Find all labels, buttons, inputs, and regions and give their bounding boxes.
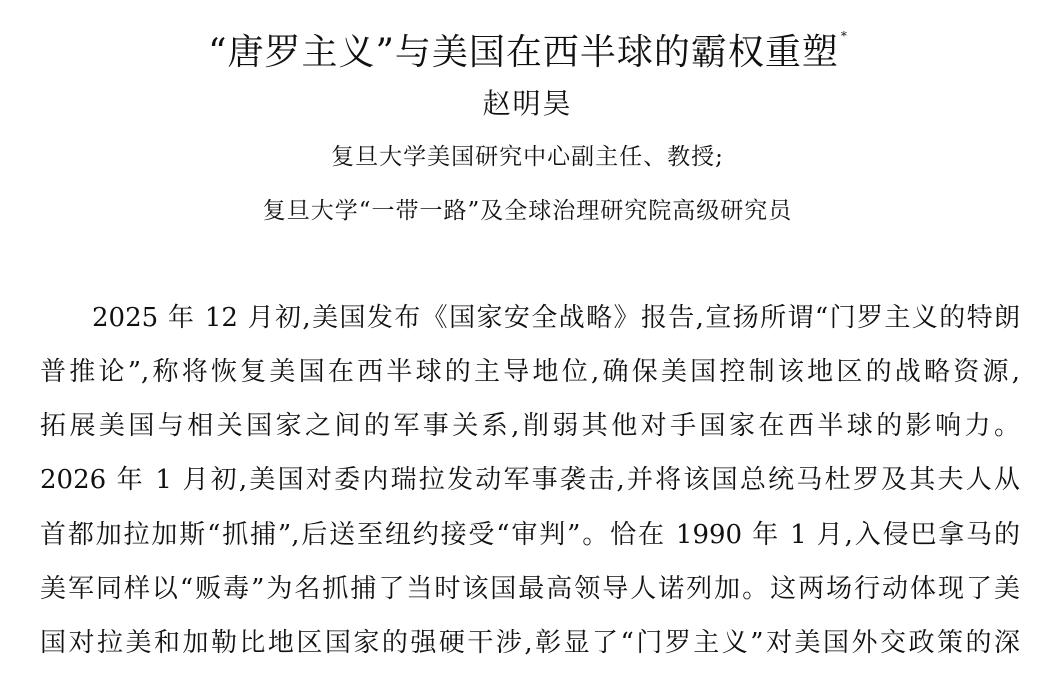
- body-text-line: 2026 年 1 月初,美国对委内瑞拉发动军事袭击,并将该国总统马杜罗及其夫人从: [40, 465, 1020, 495]
- body-text-line: 首都加拉加斯“抓捕”,后送至纽约接受“审判”。恰在 1990 年 1 月,入侵巴拿马的: [40, 520, 1020, 550]
- title-footnote-mark[interactable]: *: [840, 29, 847, 43]
- body-text-line: 拓展美国与相关国家之间的军事关系,削弱其他对手国家在西半球的影响力。: [40, 411, 1020, 441]
- body-text-line: 2025 年 12 月初,美国发布《国家安全战略》报告,宣扬所谓“门罗主义的特朗: [92, 303, 1020, 333]
- body-text-line: 国对拉美和加勒比地区国家的强硬干涉,彰显了“门罗主义”对美国外交政策的深: [40, 628, 1020, 658]
- affiliation-line: 复旦大学“一带一路”及全球治理研究院高级研究员: [262, 198, 793, 224]
- article-title-text: “唐罗主义”与美国在西半球的霸权重塑: [208, 32, 839, 73]
- author-name: 赵明昊: [482, 87, 573, 120]
- article-title: [0, 12, 1055, 77]
- affiliation-line: 复旦大学美国研究中心副主任、教授;: [331, 144, 724, 170]
- body-text-line: 美军同样以“贩毒”为名抓捕了当时该国最高领导人诺列加。这两场行动体现了美: [40, 574, 1020, 604]
- body-text-line: 普推论”,称将恢复美国在西半球的主导地位,确保美国控制该地区的战略资源,: [40, 357, 1020, 387]
